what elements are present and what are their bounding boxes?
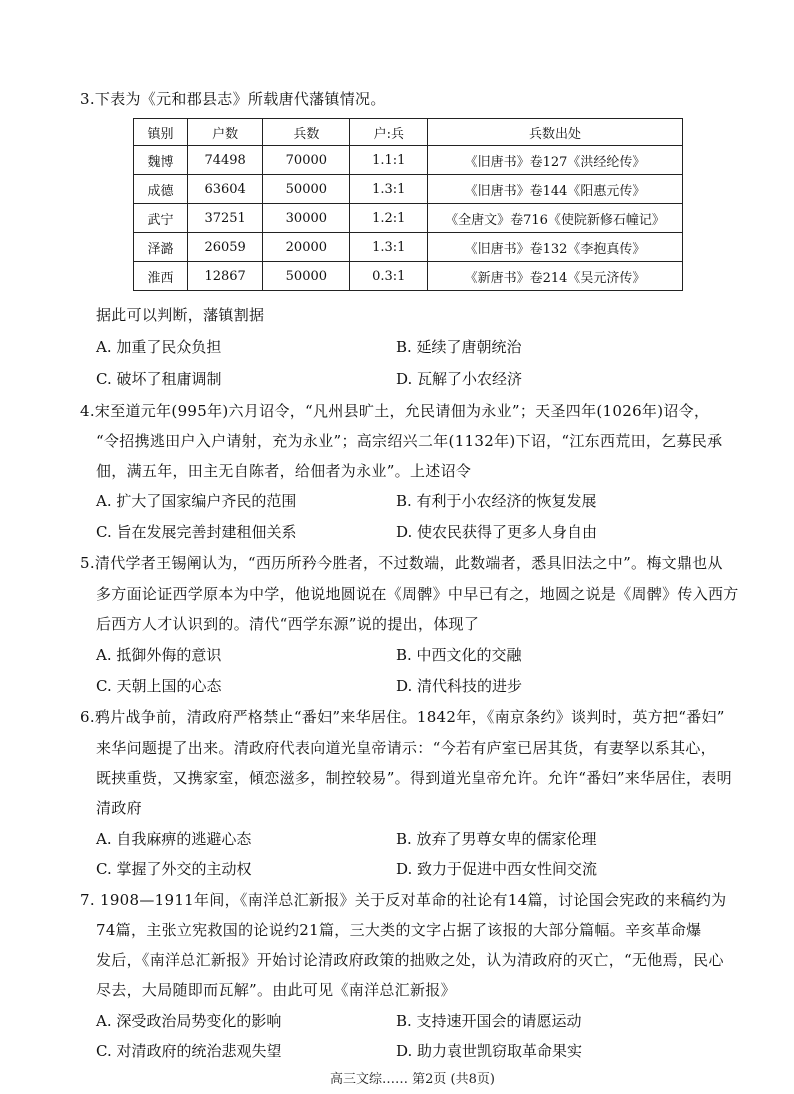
- table-cell: 0.3:1: [350, 262, 428, 291]
- q4-option-c[interactable]: C. 旨在发展完善封建租佃关系: [96, 523, 297, 541]
- q6-option-c[interactable]: C. 掌握了外交的主动权: [96, 860, 252, 878]
- table-cell: 1.1:1: [350, 146, 428, 175]
- table-row: [134, 233, 683, 262]
- q5-line-1: 5.清代学者王锡阐认为，“西历所矜今胜者，不过数端，此数端者，悉具旧法之中”。梅文鼎也从: [80, 554, 723, 572]
- q7-line-1: 7. 1908—1911年间，《南洋总汇新报》关于反对革命的社论有14篇，讨论国会宪政的来稿约为: [80, 891, 727, 909]
- q5-option-c[interactable]: C. 天朝上国的心态: [96, 677, 222, 695]
- q3-table: [133, 118, 683, 291]
- q4-line-3: 佃，满五年，田主无自陈者，给佃者为永业”。上述诏令: [96, 462, 472, 480]
- table-header-cell: 镇别: [134, 119, 188, 146]
- q4-line-2: “令招携逃田户入户请射，充为永业”；高宗绍兴二年(1132年)下诏，“江东西荒田，乞募民承: [96, 432, 723, 450]
- q6-line-2: 来华问题提了出来。清政府代表向道光皇帝请示：“今若有庐室已居其货，有妻孥以系其心，: [96, 739, 716, 757]
- q7-line-4: 尽去，大局随即而瓦解”。由此可见《南洋总汇新报》: [96, 981, 456, 999]
- q3-option-a[interactable]: A. 加重了民众负担: [96, 338, 222, 356]
- q6-line-3: 既挟重赀，又携家室，傾恋滋多，制控较易”。得到道光皇帝允许。允许“番妇”来华居住，表明: [96, 769, 732, 787]
- page-footer: 高三文综…… 第2页 (共8页): [330, 1072, 495, 1087]
- q6-option-a[interactable]: A. 自我麻痹的逃避心态: [96, 830, 252, 848]
- table-cell: 26059: [188, 233, 263, 262]
- table-cell: 《旧唐书》卷144《阳惠元传》: [428, 175, 683, 204]
- table-cell: 《旧唐书》卷127《洪经纶传》: [428, 146, 683, 175]
- q3-option-d[interactable]: D. 瓦解了小农经济: [396, 370, 523, 388]
- table-row: [134, 175, 683, 204]
- table-header-cell: 户数: [188, 119, 263, 146]
- table-cell: 70000: [263, 146, 350, 175]
- table-cell: 魏博: [134, 146, 188, 175]
- table-cell: 《旧唐书》卷132《李抱真传》: [428, 233, 683, 262]
- table-row: [134, 262, 683, 291]
- table-cell: 1.3:1: [350, 233, 428, 262]
- q7-option-a[interactable]: A. 深受政治局势变化的影响: [96, 1012, 282, 1030]
- table-cell: 1.3:1: [350, 175, 428, 204]
- table-header-cell: 兵数: [263, 119, 350, 146]
- table-header-cell: 户:兵: [350, 119, 428, 146]
- q6-option-d[interactable]: D. 致力于促进中西女性间交流: [396, 860, 598, 878]
- table-header-cell: 兵数出处: [428, 119, 683, 146]
- q4-line-1: 4.宋至道元年(995年)六月诏令，“凡州县旷土，允民请佃为永业”；天圣四年(1026年)诏令，: [80, 402, 710, 420]
- q6-line-1: 6.鸦片战争前，清政府严格禁止“番妇”来华居住。1842年，《南京条约》谈判时，英方把“番妇”: [80, 708, 725, 726]
- q3-option-c[interactable]: C. 破坏了租庸调制: [96, 370, 222, 388]
- q6-line-4: 清政府: [96, 799, 142, 817]
- q5-option-d[interactable]: D. 清代科技的进步: [396, 677, 523, 695]
- table-cell: 12867: [188, 262, 263, 291]
- table-header-row: [134, 119, 683, 146]
- table-cell: 20000: [263, 233, 350, 262]
- q4-option-a[interactable]: A. 扩大了国家编户齐民的范围: [96, 492, 297, 510]
- q5-line-3: 后西方人才认识到的。清代“西学东源”说的提出，体现了: [96, 615, 480, 633]
- q3-stem: 3.下表为《元和郡县志》所载唐代藩镇情况。: [80, 90, 386, 108]
- table-cell: 成德: [134, 175, 188, 204]
- table-cell: 淮西: [134, 262, 188, 291]
- table-cell: 《全唐文》卷716《使院新修石幢记》: [428, 204, 683, 233]
- table-cell: 1.2:1: [350, 204, 428, 233]
- table-cell: 63604: [188, 175, 263, 204]
- table-cell: 《新唐书》卷214《吴元济传》: [428, 262, 683, 291]
- table-row: [134, 146, 683, 175]
- q7-line-3: 发后，《南洋总汇新报》开始讨论清政府政策的拙败之处，认为清政府的灭亡，“无他焉，民心: [96, 951, 724, 969]
- table-row: [134, 204, 683, 233]
- table-cell: 50000: [263, 175, 350, 204]
- q7-line-2: 74篇，主张立宪救国的论说约21篇，三大类的文字占据了该报的大部分篇幅。辛亥革命爆: [96, 921, 702, 939]
- q4-option-d[interactable]: D. 使农民获得了更多人身自由: [396, 523, 598, 541]
- q7-option-c[interactable]: C. 对清政府的统治悲观失望: [96, 1042, 282, 1060]
- q5-option-b[interactable]: B. 中西文化的交融: [396, 646, 522, 664]
- table-cell: 泽潞: [134, 233, 188, 262]
- table-cell: 37251: [188, 204, 263, 233]
- q6-option-b[interactable]: B. 放弃了男尊女卑的儒家伦理: [396, 830, 597, 848]
- q7-option-d[interactable]: D. 助力袁世凯窃取革命果实: [396, 1042, 583, 1060]
- table-cell: 50000: [263, 262, 350, 291]
- table-cell: 武宁: [134, 204, 188, 233]
- q5-option-a[interactable]: A. 抵御外侮的意识: [96, 646, 222, 664]
- q5-line-2: 多方面论证西学原本为中学，他说地圆说在《周髀》中早已有之，地圆之说是《周髀》传入西方: [96, 585, 739, 603]
- q3-prompt: 据此可以判断，藩镇割据: [96, 306, 265, 324]
- q4-option-b[interactable]: B. 有利于小农经济的恢复发展: [396, 492, 597, 510]
- table-cell: 74498: [188, 146, 263, 175]
- q7-option-b[interactable]: B. 支持速开国会的请愿运动: [396, 1012, 582, 1030]
- table-cell: 30000: [263, 204, 350, 233]
- q3-option-b[interactable]: B. 延续了唐朝统治: [396, 338, 522, 356]
